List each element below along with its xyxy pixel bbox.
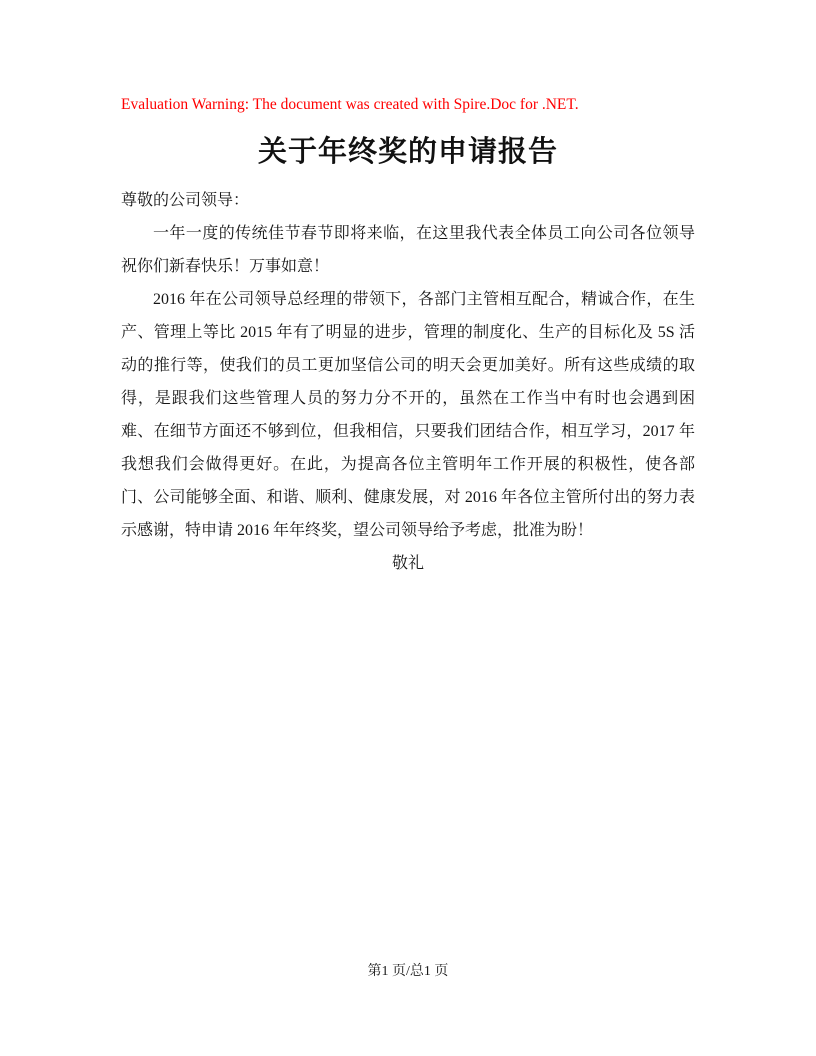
document-title: 关于年终奖的申请报告 [257, 136, 558, 169]
closing-salute: 敬礼 [391, 555, 424, 572]
document-body [121, 184, 695, 580]
paragraph-greeting: 一年一度的传统佳节春节即将来临，在这里我代表全体员工向公司各位领导祝你们新春快乐！万事如意！ [121, 225, 695, 275]
page-number-footer: 第1 页/总1 页 [367, 964, 449, 979]
paragraph-main: 2016 年在公司领导总经理的带领下，各部门主管相互配合，精诚合作，在生产、管理上等比 2015 年有了明显的进步，管理的制度化、生产的目标化及 5S 活动的推行等，使我们的员工更加坚信公司的明天会更加美好。所有这些成绩的取得，是跟我们这些管理人员的努力分不开的，虽然在工作当中有时也会遇到困难、在细节方面还不够到位，但我相信，只要我们团结合作，相互学习，2017 年我想我们会做得更好。在此，为提高各位主管明年工作开展的积极性，使各部门、公司能够全面、和谐、顺利、健康发展，对 2016 年各位主管所付出的努力表示感谢，特申请 2016 年年终奖，望公司领导给予考虑，批准为盼！ [121, 291, 695, 539]
salutation-line: 尊敬的公司领导： [121, 192, 250, 209]
evaluation-watermark-text: Evaluation Warning: The document was created with Spire.Doc for .NET. [121, 96, 579, 113]
